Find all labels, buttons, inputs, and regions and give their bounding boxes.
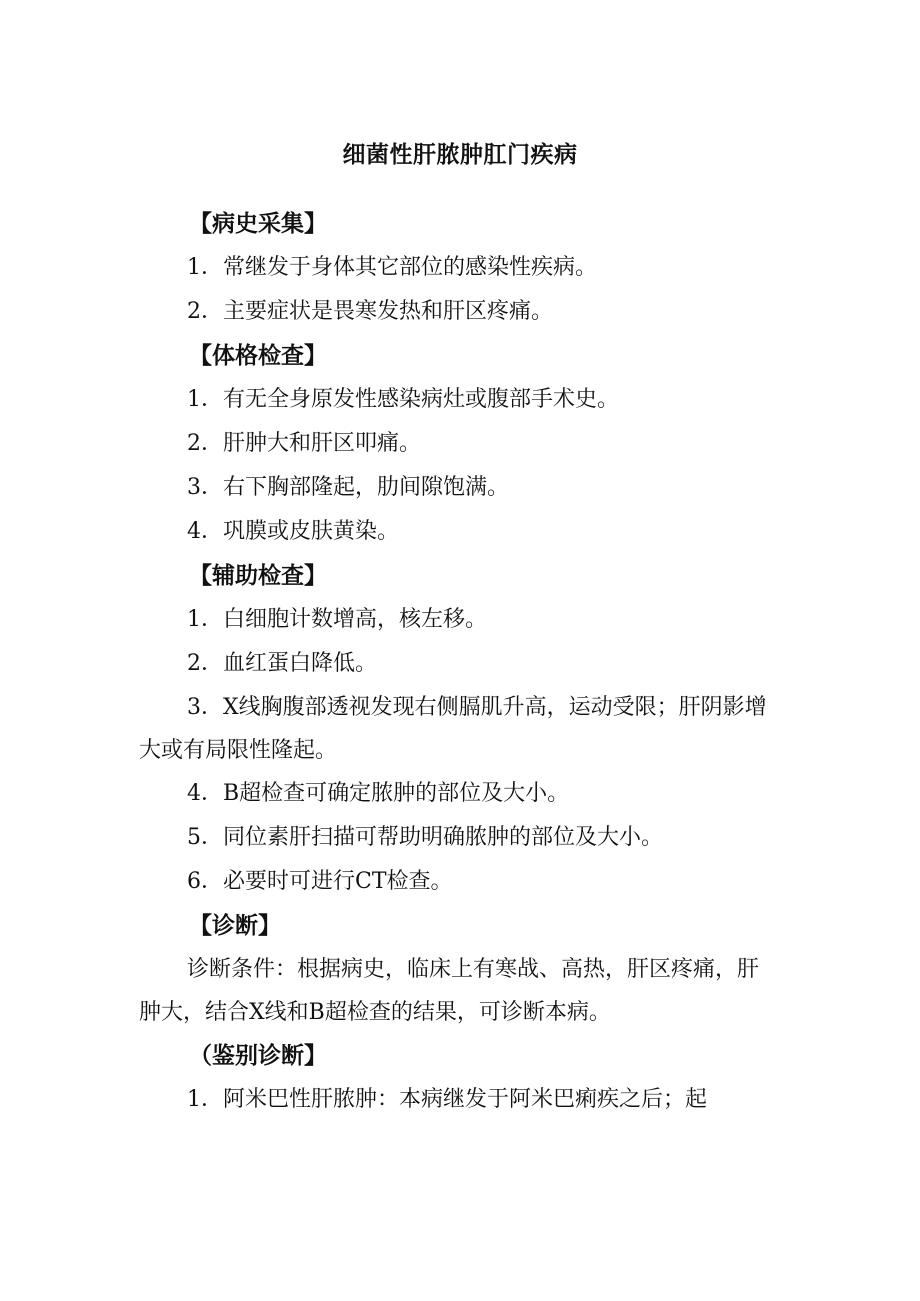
section-heading-physical-exam: 【体格检查】: [189, 343, 327, 369]
history-item-2: 2．主要症状是畏寒发热和肝区疼痛。: [187, 299, 553, 324]
document-body: [139, 202, 769, 1122]
physical-exam-item-4: 4．巩膜或皮肤黄染。: [187, 519, 399, 544]
auxiliary-exam-item-5: 5．同位素肝扫描可帮助明确脓肿的部位及大小。: [187, 825, 663, 850]
auxiliary-exam-item-1: 1．白细胞计数增高，核左移。: [187, 607, 487, 632]
auxiliary-exam-item-4: 4．B超检查可确定脓肿的部位及大小。: [187, 781, 570, 806]
section-heading-diagnosis: 【诊断】: [189, 913, 281, 939]
auxiliary-exam-item-2: 2．血红蛋白降低。: [187, 651, 377, 676]
auxiliary-exam-item-3: 3．X线胸腹部透视发现右侧膈肌升高，运动受限；肝阴影增大或有局限性隆起。: [139, 695, 767, 763]
section-heading-history: 【病史采集】: [189, 211, 327, 237]
differential-item-1: 1．阿米巴性肝脓肿：本病继发于阿米巴痢疾之后；起: [187, 1087, 707, 1112]
physical-exam-item-3: 3．右下胸部隆起，肋间隙饱满。: [187, 475, 509, 500]
auxiliary-exam-item-6: 6．必要时可进行CT检查。: [187, 869, 453, 894]
document-title: 细菌性肝脓肿肛门疾病: [342, 142, 578, 168]
diagnosis-text: 诊断条件：根据病史，临床上有寒战、高热，肝区疼痛，肝肿大，结合X线和B超检查的结果，可诊断本病。: [139, 957, 760, 1025]
section-heading-differential: （鉴别诊断】: [189, 1043, 327, 1069]
physical-exam-item-2: 2．肝肿大和肝区叩痛。: [187, 431, 421, 456]
physical-exam-item-1: 1．有无全身原发性感染病灶或腹部手术史。: [187, 387, 619, 412]
history-item-1: 1．常继发于身体其它部位的感染性疾病。: [187, 255, 597, 280]
section-heading-auxiliary-exam: 【辅助检查】: [189, 563, 327, 589]
